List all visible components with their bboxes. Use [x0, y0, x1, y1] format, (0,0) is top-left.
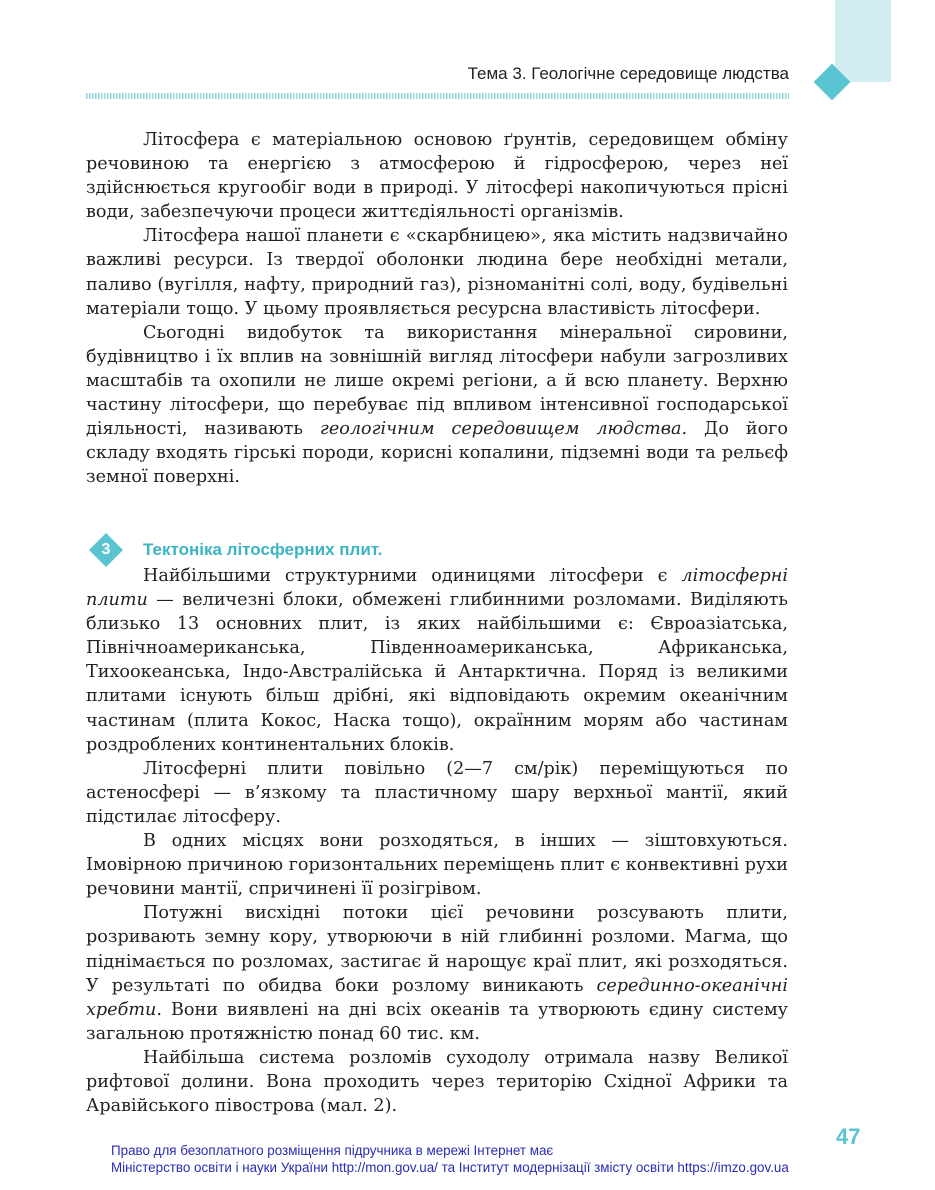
paragraph-text: . Вони виявлені на дні всіх океанів та утворюють єдину систему загальною протяжністю понад 60 тис. км. [86, 999, 788, 1044]
running-head: Тема 3. Геологічне середовище людства [467, 64, 789, 83]
footer-line-1: Право для безоплатного розміщення підручника в мережі Інтернет має [111, 1143, 554, 1158]
paragraph [86, 128, 788, 224]
paragraph-text: В одних місцях вони розходяться, в інших — зіштовхуються. Імовірною причиною горизонтальних переміщень плит є конвективні рухи речовини мантії, спричинені її розігрівом. [86, 831, 788, 900]
paragraph [86, 829, 788, 901]
paragraph-text: Найбільшими структурними одиницями літосфери є [143, 566, 682, 586]
section-text [86, 564, 788, 1118]
header-dotted-rule [86, 93, 789, 99]
intro-text [86, 128, 788, 489]
term-italic: серединно-океанічні хребти [86, 975, 788, 1020]
term-italic: геологічним середовищем людства. [319, 419, 688, 440]
paragraph [86, 224, 788, 320]
term-italic: літосферні плити [86, 566, 788, 611]
paragraph-text: До його складу входять гірські породи, корисні копалини, підземні води та рельєф земної поверхні. [86, 419, 788, 488]
paragraph-text: Найбільша система розломів суходолу отримала назву Великої рифтової долини. Вона проходить через територію Східної Африки та Аравійського півострова (мал. 2). [86, 1047, 788, 1117]
paragraph [86, 901, 788, 1046]
paragraph-text: — величезні блоки, обмежені глибинними розломами. Виділяють близько 13 основних плит, із яких найбільшими є: Євроазіатська, Північноамериканська, Південноамериканська, Африканська, Тихоокеанська, Індо-Австралійська й Антарктична. Поряд із великими плитами існують більш дрібні, які відповідають окремим океанічним частинам (плита Кокос, Наска тощо), окраїнним морям або частинам роздроблених континентальних блоків. [86, 590, 788, 755]
paragraph [86, 564, 788, 757]
paragraph-text: Літосфера нашої планети є «скарбницею», яка містить надзвичайно важливі ресурси. Із твердої оболонки людина бере необхідні метали, паливо (вугілля, нафту, природний газ), різноманітні солі, воду, будівельні матеріали тощо. У цьому проявляється ресурсна властивість літосфери. [86, 226, 788, 319]
paragraph-text: Сьогодні видобуток та використання мінеральної сировини, будівництво і їх вплив на зовнішній вигляд літосфери набули загрозливих масштабів та охопили не лише окремі регіони, а й всю планету. Верхню частину літосфери, що перебуває під впливом інтенсивної господарської діяльності, називають [86, 322, 788, 440]
paragraph [86, 321, 788, 490]
paragraph [86, 1046, 788, 1118]
page-number: 47 [836, 1124, 861, 1149]
paragraph [86, 757, 788, 829]
corner-tab-decoration [835, 0, 891, 82]
paragraph-text: Потужні висхідні потоки цієї речовини розсувають плити, розривають земну кору, утворюючи в ній глибинні розломи. Магма, що піднімається по розломах, застигає й нарощує краї плит, які розходяться. У результаті по обидва боки розлому виникають [86, 903, 788, 996]
paragraph-text: Літосфера є матеріальною основою ґрунтів, середовищем обміну речовиною та енергією з атмосферою й гідросферою, через неї здійснюється кругообіг води в природі. У літосфері накопичуються прісні води, забезпечуючи процеси життєдіяльності організмів. [86, 130, 788, 223]
section-number: 3 [101, 541, 111, 558]
section-title: Тектоніка літосферних плит. [143, 540, 383, 559]
paragraph-text: Літосферні плити повільно (2—7 см/рік) переміщуються по астеносфері — в’язкому та пластичному шару верхньої мантії, який підстилає літосферу. [86, 758, 788, 827]
footer-line-2[interactable]: Міністерство освіти і науки України http://mon.gov.ua/ та Інститут модернізації змісту освіти https://imzo.gov.ua [111, 1160, 789, 1175]
